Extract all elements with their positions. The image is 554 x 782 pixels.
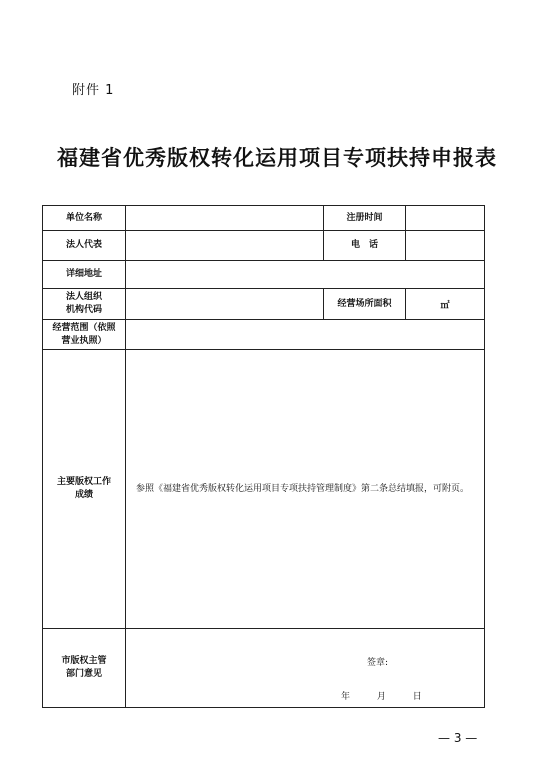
unit-name-field[interactable] [126, 206, 324, 231]
org-code-label-line2: 机构代码 [65, 305, 102, 315]
address-field[interactable] [126, 261, 485, 289]
unit-name-label: 单位名称 [43, 206, 126, 231]
achievements-label-line1: 主要版权工作 [56, 477, 111, 487]
date-label: 年 月 日 [341, 692, 422, 702]
seal-area [126, 629, 484, 707]
site-area-label: 经营场所面积 [324, 289, 406, 320]
opinion-field[interactable] [126, 629, 485, 708]
address-label: 详细地址 [43, 261, 126, 289]
scope-label-line1: 经营范围（依照 [52, 322, 116, 333]
attachment-label: 附件 1 [72, 83, 115, 98]
org-code-label [43, 289, 126, 320]
site-area-field[interactable] [406, 289, 485, 320]
scope-label-line2: 营业执照） [61, 335, 107, 346]
phone-label: 电 话 [324, 231, 406, 261]
scope-field[interactable] [126, 320, 485, 350]
opinion-label [43, 629, 126, 708]
achievements-label-line2: 成绩 [74, 490, 93, 500]
page-number: — 3 — [438, 731, 478, 745]
phone-field[interactable] [406, 231, 485, 261]
reg-time-field[interactable] [406, 206, 485, 231]
scope-label [43, 320, 126, 350]
seal-label: 签章: [367, 658, 389, 668]
achievements-label [43, 350, 126, 629]
opinion-label-line2: 部门意见 [65, 669, 102, 679]
area-unit: ㎡ [440, 300, 450, 311]
org-code-field[interactable] [126, 289, 324, 320]
opinion-label-line1: 市版权主管 [61, 656, 107, 666]
reg-time-label: 注册时间 [324, 206, 406, 231]
page-title: 福建省优秀版权转化运用项目专项扶持申报表 [57, 145, 497, 170]
application-form-table [42, 205, 485, 708]
legal-rep-field[interactable] [126, 231, 324, 261]
achievements-instruction: 参照《福建省优秀版权转化运用项目专项扶持管理制度》第二条总结填报，可附页。 [136, 483, 470, 494]
achievements-field[interactable] [126, 350, 485, 629]
legal-rep-label: 法人代表 [43, 231, 126, 261]
org-code-label-line1: 法人组织 [65, 292, 102, 302]
